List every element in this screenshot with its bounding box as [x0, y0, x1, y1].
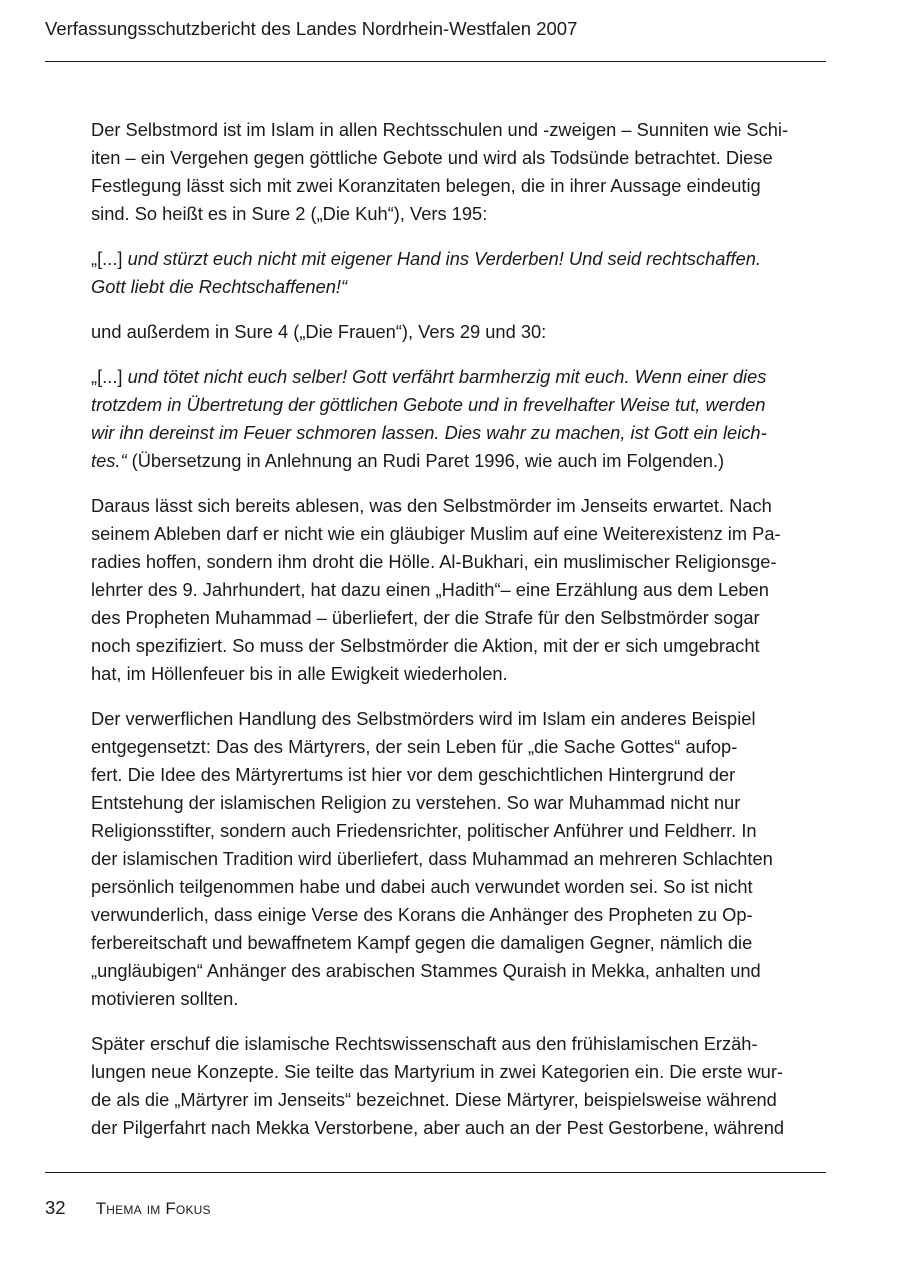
text-segment: Daraus lässt sich bereits ablesen, was den Selbstmörder im Jenseits erwartet. Nach — [91, 495, 772, 516]
text-line — [91, 1114, 826, 1142]
text-segment: verwunderlich, dass einige Verse des Korans die Anhänger des Propheten zu Op- — [91, 904, 753, 925]
text-line — [91, 929, 826, 957]
body-text — [91, 116, 826, 1159]
header-divider — [45, 61, 826, 62]
text-line — [91, 733, 826, 761]
text-segment: und außerdem in Sure 4 („Die Frauen“), Vers 29 und 30: — [91, 321, 547, 342]
paragraph — [91, 1030, 826, 1142]
footer-section-title: Thema im Fokus — [95, 1199, 211, 1218]
text-line — [91, 632, 826, 660]
text-segment: der islamischen Tradition wird überliefert, dass Muhammad an mehreren Schlachten — [91, 848, 773, 869]
text-line — [91, 845, 826, 873]
text-line — [91, 363, 826, 391]
quote-text: und stürzt euch nicht mit eigener Hand ins Verderben! Und seid rechtschaffen. — [127, 248, 761, 269]
text-segment: „[...] — [91, 366, 128, 387]
footer-divider — [45, 1172, 826, 1173]
text-segment: Später erschuf die islamische Rechtswissenschaft aus den frühislamischen Erzäh- — [91, 1033, 758, 1054]
text-line — [91, 447, 826, 475]
text-line — [91, 1058, 826, 1086]
text-line — [91, 419, 826, 447]
text-line — [91, 789, 826, 817]
text-line — [91, 391, 826, 419]
paragraph — [91, 245, 826, 301]
text-segment: Der Selbstmord ist im Islam in allen Rechtsschulen und -zweigen – Sunniten wie Schi- — [91, 119, 789, 140]
text-line — [91, 873, 826, 901]
text-segment: lungen neue Konzepte. Sie teilte das Martyrium in zwei Kategorien ein. Die erste wur- — [91, 1061, 784, 1082]
text-segment: persönlich teilgenommen habe und dabei auch verwundet worden sei. So ist nicht — [91, 876, 753, 897]
text-line — [91, 705, 826, 733]
text-segment: „[...] — [91, 248, 128, 269]
text-segment: lehrter des 9. Jahrhundert, hat dazu einen „Hadith“– eine Erzählung aus dem Leben — [91, 579, 769, 600]
text-line — [91, 492, 826, 520]
text-segment: radies hoffen, sondern ihm droht die Hölle. Al-Bukhari, ein muslimischer Religionsge- — [91, 551, 777, 572]
text-segment: Entstehung der islamischen Religion zu verstehen. So war Muhammad nicht nur — [91, 792, 741, 813]
text-line — [91, 985, 826, 1013]
text-line — [91, 1086, 826, 1114]
text-line — [91, 604, 826, 632]
text-segment: iten – ein Vergehen gegen göttliche Gebote und wird als Todsünde betrachtet. Diese — [91, 147, 773, 168]
text-line — [91, 1030, 826, 1058]
page-footer — [45, 1196, 211, 1221]
paragraph — [91, 318, 826, 346]
text-segment: motivieren sollten. — [91, 988, 239, 1009]
paragraph — [91, 492, 826, 688]
paragraph — [91, 363, 826, 475]
text-line — [91, 200, 826, 228]
text-segment: des Propheten Muhammad – überliefert, der die Strafe für den Selbstmörder sogar — [91, 607, 760, 628]
text-line — [91, 660, 826, 688]
text-segment: sind. So heißt es in Sure 2 („Die Kuh“), Vers 195: — [91, 203, 488, 224]
text-line — [91, 273, 826, 301]
text-line — [91, 116, 826, 144]
quote-text: Gott liebt die Rechtschaffenen!“ — [91, 276, 348, 297]
running-header-title: Verfassungsschutzbericht des Landes Nordrhein-Westfalen 2007 — [45, 18, 578, 39]
text-segment: fert. Die Idee des Märtyrertums ist hier vor dem geschichtlichen Hintergrund der — [91, 764, 736, 785]
text-segment: entgegensetzt: Das des Märtyrers, der sein Leben für „die Sache Gottes“ aufop- — [91, 736, 738, 757]
text-segment: Der verwerflichen Handlung des Selbstmörders wird im Islam ein anderes Beispiel — [91, 708, 756, 729]
text-line — [91, 318, 826, 346]
text-segment: Religionsstifter, sondern auch Friedensrichter, politischer Anführer und Feldherr. In — [91, 820, 757, 841]
paragraph — [91, 705, 826, 1013]
text-line — [91, 144, 826, 172]
text-segment: „ungläubigen“ Anhänger des arabischen Stammes Quraish in Mekka, anhalten und — [91, 960, 761, 981]
text-line — [91, 957, 826, 985]
quote-text: und tötet nicht euch selber! Gott verfährt barmherzig mit euch. Wenn einer dies — [127, 366, 767, 387]
paragraph — [91, 116, 826, 228]
text-line — [91, 901, 826, 929]
text-line — [91, 245, 826, 273]
text-line — [91, 817, 826, 845]
text-line — [91, 761, 826, 789]
text-line — [91, 576, 826, 604]
text-segment: der Pilgerfahrt nach Mekka Verstorbene, aber auch an der Pest Gestorbene, während — [91, 1117, 785, 1138]
text-segment: hat, im Höllenfeuer bis in alle Ewigkeit wiederholen. — [91, 663, 508, 684]
quote-text: tes.“ — [91, 450, 127, 471]
text-segment: seinem Ableben darf er nicht wie ein gläubiger Muslim auf eine Weiterexistenz im Pa- — [91, 523, 781, 544]
text-line — [91, 172, 826, 200]
page-number: 32 — [45, 1197, 66, 1218]
text-segment: de als die „Märtyrer im Jenseits“ bezeichnet. Diese Märtyrer, beispielsweise während — [91, 1089, 777, 1110]
text-line — [91, 520, 826, 548]
quote-text: trotzdem in Übertretung der göttlichen Gebote und in frevelhafter Weise tut, werden — [91, 394, 766, 415]
text-segment: ferbereitschaft und bewaffnetem Kampf gegen die damaligen Gegner, nämlich die — [91, 932, 753, 953]
text-line — [91, 548, 826, 576]
quote-text: wir ihn dereinst im Feuer schmoren lassen. Dies wahr zu machen, ist Gott ein leich- — [91, 422, 767, 443]
text-segment: (Übersetzung in Anlehnung an Rudi Paret 1996, wie auch im Folgenden.) — [126, 450, 725, 471]
text-segment: Festlegung lässt sich mit zwei Koranzitaten belegen, die in ihrer Aussage eindeutig — [91, 175, 761, 196]
text-segment: noch spezifiziert. So muss der Selbstmörder die Aktion, mit der er sich umgebracht — [91, 635, 760, 656]
